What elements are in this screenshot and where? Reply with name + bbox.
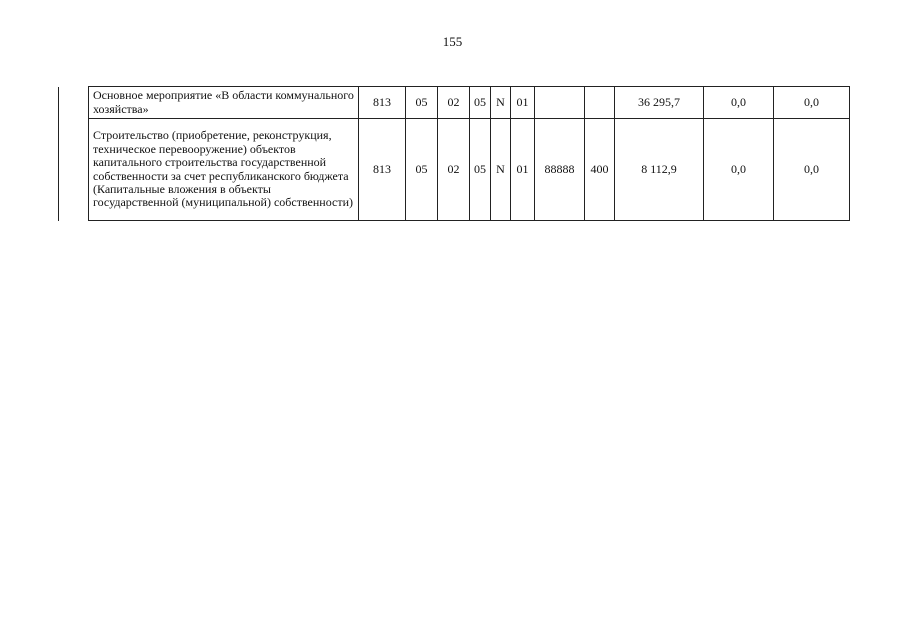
- cell-v1: 36 295,7: [615, 87, 704, 119]
- budget-table: [58, 86, 850, 221]
- cell-c5: N: [491, 119, 511, 221]
- cell-c7: 88888: [535, 119, 585, 221]
- cell-c1: 813: [359, 119, 406, 221]
- cell-c5: N: [491, 87, 511, 119]
- page-number: 155: [442, 34, 463, 49]
- cell-v3: 0,0: [774, 119, 850, 221]
- table-row: [59, 87, 850, 119]
- cell-c8: [585, 87, 615, 119]
- cell-c1: 813: [359, 87, 406, 119]
- cell-c7: [535, 87, 585, 119]
- cell-v3: 0,0: [774, 87, 850, 119]
- cell-v2: 0,0: [704, 87, 774, 119]
- row-name: Основное мероприятие «В области коммунального хозяйства»: [89, 87, 359, 119]
- blank-cell: [59, 119, 89, 221]
- cell-c3: 02: [438, 119, 470, 221]
- cell-c4: 05: [470, 87, 491, 119]
- table-row: [59, 119, 850, 221]
- cell-c2: 05: [406, 87, 438, 119]
- cell-c2: 05: [406, 119, 438, 221]
- cell-c6: 01: [511, 87, 535, 119]
- row-name: Строительство (приобретение, реконструкция, техническое перевооружение) объектов капитального строительства государственной собственности за счет республиканского бюджета (Капитальные вложения в объекты государственной (муниципальной) собственности): [89, 119, 359, 221]
- cell-c6: 01: [511, 119, 535, 221]
- blank-cell: [59, 87, 89, 119]
- cell-c3: 02: [438, 87, 470, 119]
- cell-v2: 0,0: [704, 119, 774, 221]
- cell-v1: 8 112,9: [615, 119, 704, 221]
- cell-c8: 400: [585, 119, 615, 221]
- cell-c4: 05: [470, 119, 491, 221]
